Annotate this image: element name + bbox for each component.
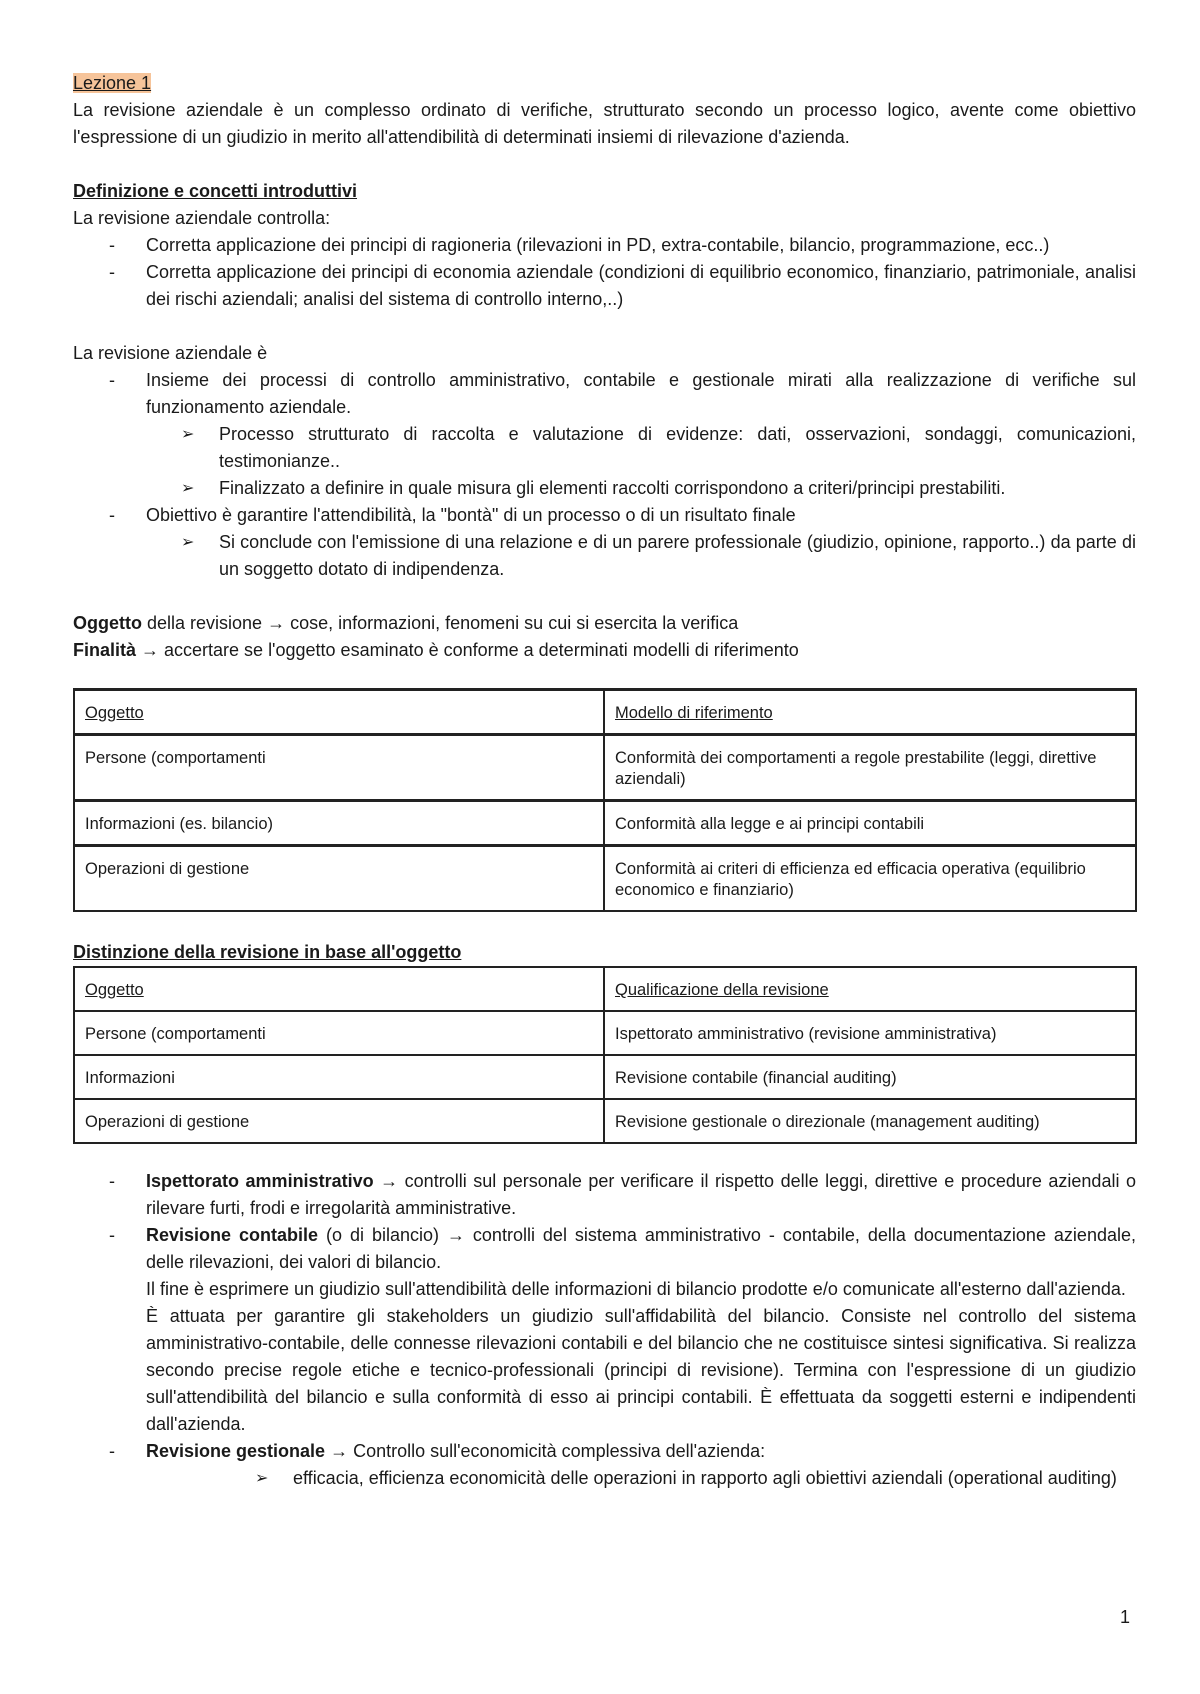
table-cell: Persone (comportamenti: [74, 735, 604, 801]
table-header-row: [74, 690, 1136, 735]
arrow-bullet-icon: ➢: [181, 480, 195, 497]
section-heading-distinzione: Distinzione della revisione in base all'oggetto: [73, 942, 462, 962]
list-item: - Obiettivo è garantire l'attendibilità, la "bontà" di un processo o di un risultato finale: [73, 502, 1136, 529]
revisione-types-list: [73, 1168, 1136, 1492]
table-header-cell: Oggetto: [74, 967, 604, 1011]
section2-lead: La revisione aziendale è: [73, 343, 268, 363]
contabile-paragraph: È attuata per garantire gli stakeholders un giudizio sull'affidabilità del bilancio. Consiste nel controllo del sistema amministrativo-contabile, delle connesse rilevazioni contabili e del bilancio che ne costituisce sintesi significativa. Si realizza secondo precise regole etiche e tecnico-professionali (principi di revisione). Termina con l'espressione di un giudizio sull'attendibilità del bilancio e sulla conformità di esso ai principi contabili. È effettuata da soggetti esterni e indipendenti dall'azienda.: [146, 1306, 1136, 1434]
dash-marker: -: [109, 1441, 115, 1461]
sub-list-item: ➢ efficacia, efficienza economicità delle operazioni in rapporto agli obiettivi aziendali (operational auditing): [73, 1465, 1136, 1492]
table-header-cell: Modello di riferimento: [604, 690, 1136, 735]
table-row: [74, 846, 1136, 912]
sub-list-item: ➢ Processo strutturato di raccolta e valutazione di evidenze: dati, osservazioni, sondaggi, comunicazioni, testimonianze..: [73, 421, 1136, 475]
oggetto-modello-table: [73, 688, 1137, 912]
dash-marker: -: [109, 262, 115, 282]
list-item-contabile: - Revisione contabile (o di bilancio) → controlli del sistema amministrativo - contabile, della documentazione aziendale, delle rilevazioni, dei valori di bilancio. Il fine è esprimere un giudizio sull'attendibilità delle informazioni di bilancio prodotte e/o comunicate all'esterno dall'azienda. È attuata per garantire gli stakeholders un giudizio sull'affidabilità del bilancio. Consiste nel controllo del sistema amministrativo-contabile, delle connesse rilevazioni contabili e del bilancio che ne costituisce sintesi significativa. Si realizza secondo precise regole etiche e tecnico-professionali (principi di revisione). Termina con l'espressione di un giudizio sull'attendibilità del bilancio e sulla conformità di esso ai principi contabili. È effettuata da soggetti esterni e indipendenti dall'azienda.: [73, 1222, 1136, 1438]
list-item-ispettorato: - Ispettorato amministrativo → controlli sul personale per verificare il rispetto delle leggi, direttive e procedure aziendali o rilevare furti, frodi e irregolarità amministrative.: [73, 1168, 1136, 1222]
arrow-bullet-icon: ➢: [181, 426, 195, 443]
table-row: [74, 801, 1136, 846]
table-row: [74, 1011, 1136, 1055]
lesson-title: [73, 70, 1136, 97]
dash-marker: -: [109, 1225, 115, 1245]
list-item: - Corretta applicazione dei principi di ragioneria (rilevazioni in PD, extra-contabile, bilancio, programmazione, ecc..): [73, 232, 1136, 259]
section1-list: [73, 232, 1136, 313]
list-item: - Corretta applicazione dei principi di economia aziendale (condizioni di equilibrio economico, finanziario, patrimoniale, analisi dei rischi aziendali; analisi del sistema di controllo interno,..): [73, 259, 1136, 313]
oggetto-line: Oggetto della revisione → cose, informazioni, fenomeni su cui si esercita la verifica: [73, 613, 739, 633]
table-cell: Conformità alla legge e ai principi contabili: [604, 801, 1136, 846]
list-item: - Insieme dei processi di controllo amministrativo, contabile e gestionale mirati alla realizzazione di verifiche sul funzionamento aziendale.: [73, 367, 1136, 421]
table-cell: Persone (comportamenti: [74, 1011, 604, 1055]
table-header-cell: Oggetto: [74, 690, 604, 735]
section2-list: [73, 367, 1136, 583]
contabile-paragraph: Il fine è esprimere un giudizio sull'attendibilità delle informazioni di bilancio prodotte e/o comunicate all'esterno dall'azienda.: [146, 1279, 1126, 1299]
page-number: 1: [1120, 1607, 1131, 1627]
table-row: [74, 1099, 1136, 1143]
qualificazione-table: [73, 966, 1137, 1144]
sub-list-item: ➢ Si conclude con l'emissione di una relazione e di un parere professionale (giudizio, opinione, rapporto..) da parte di un soggetto dotato di indipendenza.: [73, 529, 1136, 583]
table-cell: Revisione gestionale o direzionale (management auditing): [604, 1099, 1136, 1143]
intro-paragraph: La revisione aziendale è un complesso ordinato di verifiche, strutturato secondo un processo logico, avente come obiettivo l'espressione di un giudizio in merito all'attendibilità di determinati insiemi di rilevazione d'azienda.: [73, 100, 1136, 147]
table-header-cell: Qualificazione della revisione: [604, 967, 1136, 1011]
dash-marker: -: [109, 235, 115, 255]
table-cell: Revisione contabile (financial auditing): [604, 1055, 1136, 1099]
dash-marker: -: [109, 1171, 115, 1191]
list-item-gestionale: - Revisione gestionale → Controllo sull'economicità complessiva dell'azienda:: [73, 1438, 1136, 1465]
finalita-line: Finalità → accertare se l'oggetto esaminato è conforme a determinati modelli di riferimento: [73, 640, 799, 660]
section-heading-definizione: Definizione e concetti introduttivi: [73, 181, 358, 201]
sub-list-item: ➢ Finalizzato a definire in quale misura gli elementi raccolti corrispondono a criteri/principi prestabiliti.: [73, 475, 1136, 502]
table-cell: Operazioni di gestione: [74, 846, 604, 912]
table-header-row: [74, 967, 1136, 1011]
table-cell: Conformità ai criteri di efficienza ed efficacia operativa (equilibrio economico e finanziario): [604, 846, 1136, 912]
table-cell: Conformità dei comportamenti a regole prestabilite (leggi, direttive aziendali): [604, 735, 1136, 801]
dash-marker: -: [109, 370, 115, 390]
table-cell: Ispettorato amministrativo (revisione amministrativa): [604, 1011, 1136, 1055]
arrow-bullet-icon: ➢: [255, 1470, 269, 1487]
table-cell: Operazioni di gestione: [74, 1099, 604, 1143]
table-cell: Informazioni: [74, 1055, 604, 1099]
dash-marker: -: [109, 505, 115, 525]
document-page: [73, 70, 1136, 1492]
table-row: [74, 735, 1136, 801]
arrow-bullet-icon: ➢: [181, 534, 195, 551]
section1-lead: La revisione aziendale controlla:: [73, 208, 331, 228]
table-cell: Informazioni (es. bilancio): [74, 801, 604, 846]
table-row: [74, 1055, 1136, 1099]
lesson-title-text: Lezione 1: [73, 73, 152, 93]
